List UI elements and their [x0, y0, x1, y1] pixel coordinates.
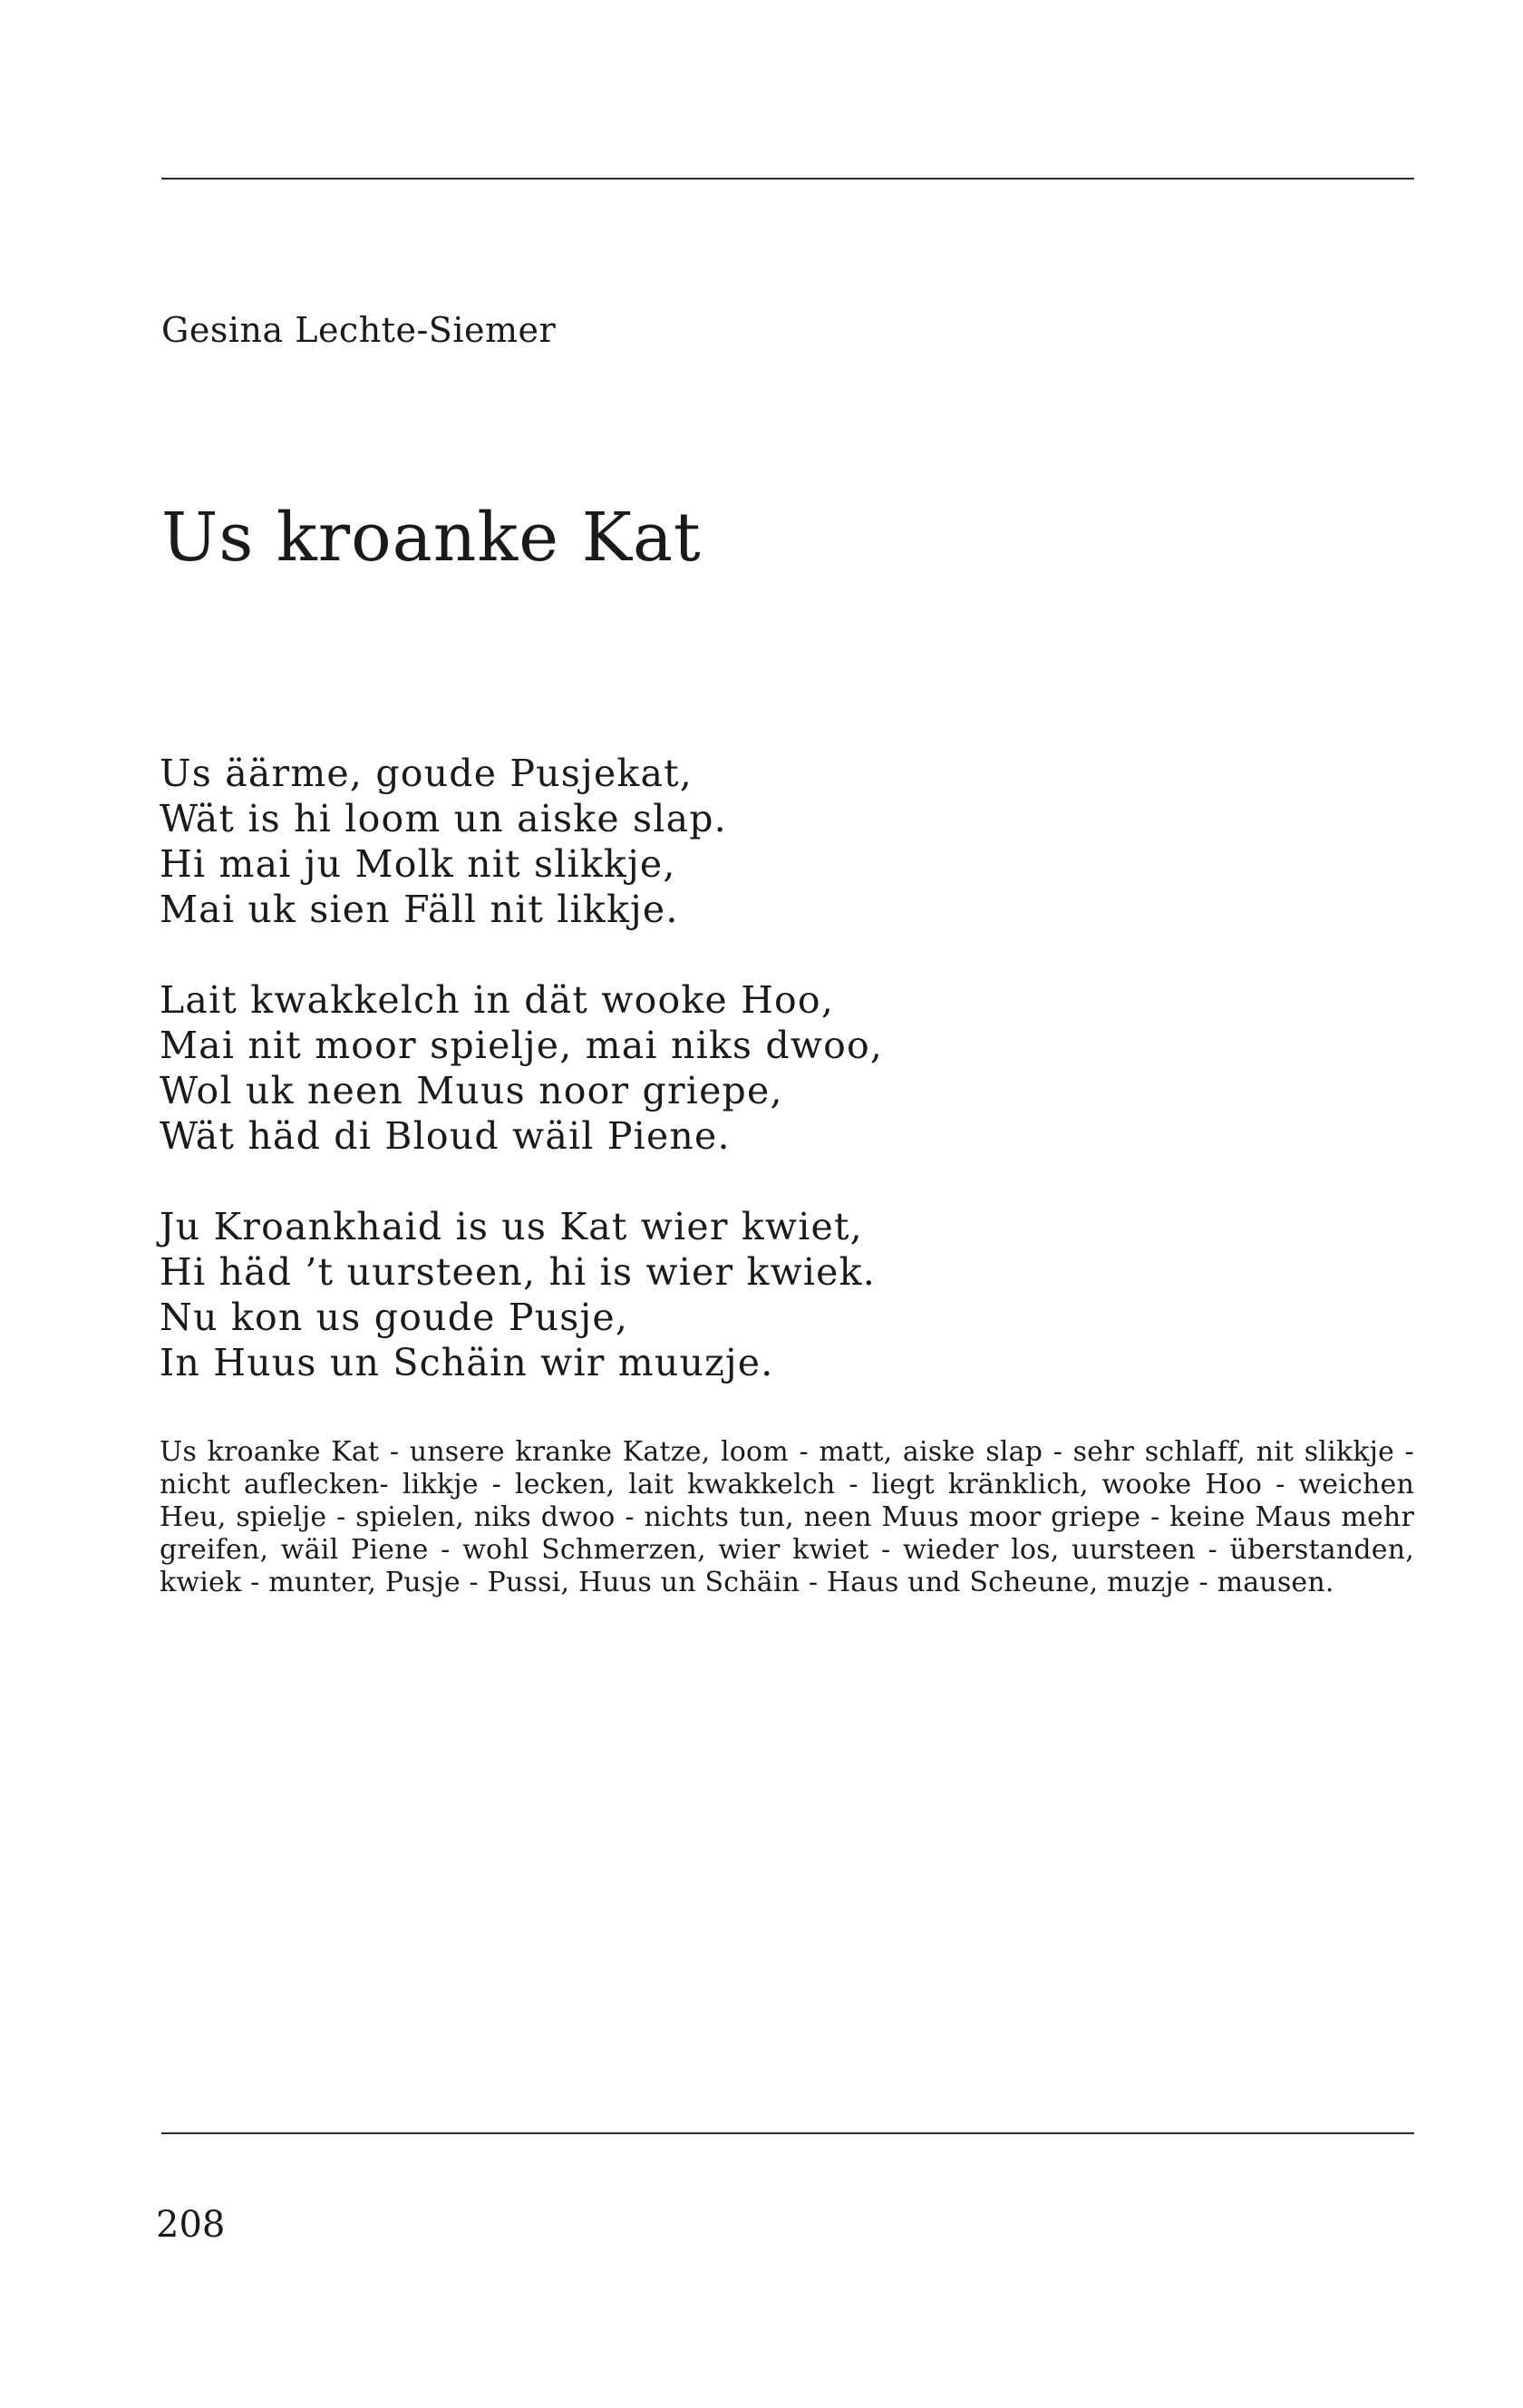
poem-line: Ju Kroankhaid is us Kat wier kwiet,: [160, 1205, 863, 1248]
poem-line: Hi mai ju Molk nit slikkje,: [160, 842, 676, 886]
author-name: Gesina Lechte-Siemer: [161, 310, 557, 350]
poem-body: [160, 751, 1411, 1431]
stanza-3: [160, 1204, 1411, 1385]
poem-line: Nu kon us goude Pusje,: [160, 1296, 629, 1339]
glossary-notes: Us kroanke Kat - unsere kranke Katze, loom - matt, aiske slap - sehr schlaff, nit slikkje - nicht auflecken- likkje - lecken, lait kwakkelch - liegt kränklich, wooke Hoo - weichen Heu, spielje - spielen, niks dwoo - nichts tun, neen Muus moor griepe - keine Maus mehr greifen, wäil Piene - wohl Schmerzen, wier kwiet - wieder los, uursteen - überstanden, kwiek - munter, Pusje - Pussi, Huus un Schäin - Haus und Scheune, muzje - mausen.: [160, 1436, 1414, 1598]
poem-line: Wol uk neen Muus noor griepe,: [160, 1069, 783, 1112]
poem-line: Hi häd ’t uursteen, hi is wier kwiek.: [160, 1250, 876, 1294]
poem-line: Wät häd di Bloud wäil Piene.: [160, 1114, 731, 1158]
top-rule: [161, 178, 1414, 180]
poem-line: Lait kwakkelch in dät wooke Hoo,: [160, 978, 835, 1022]
page-number: 208: [156, 2204, 226, 2246]
stanza-2: [160, 977, 1411, 1159]
poem-line: Wät is hi loom un aiske slap.: [160, 797, 727, 840]
bottom-rule: [161, 2132, 1414, 2134]
poem-line: Mai uk sien Fäll nit likkje.: [160, 888, 679, 931]
poem-title: Us kroanke Kat: [161, 499, 702, 577]
poem-line: Us äärme, goude Pusjekat,: [160, 752, 694, 795]
stanza-1: [160, 751, 1411, 932]
poem-line: In Huus un Schäin wir muuzje.: [160, 1341, 774, 1384]
poem-line: Mai nit moor spielje, mai niks dwoo,: [160, 1024, 884, 1067]
